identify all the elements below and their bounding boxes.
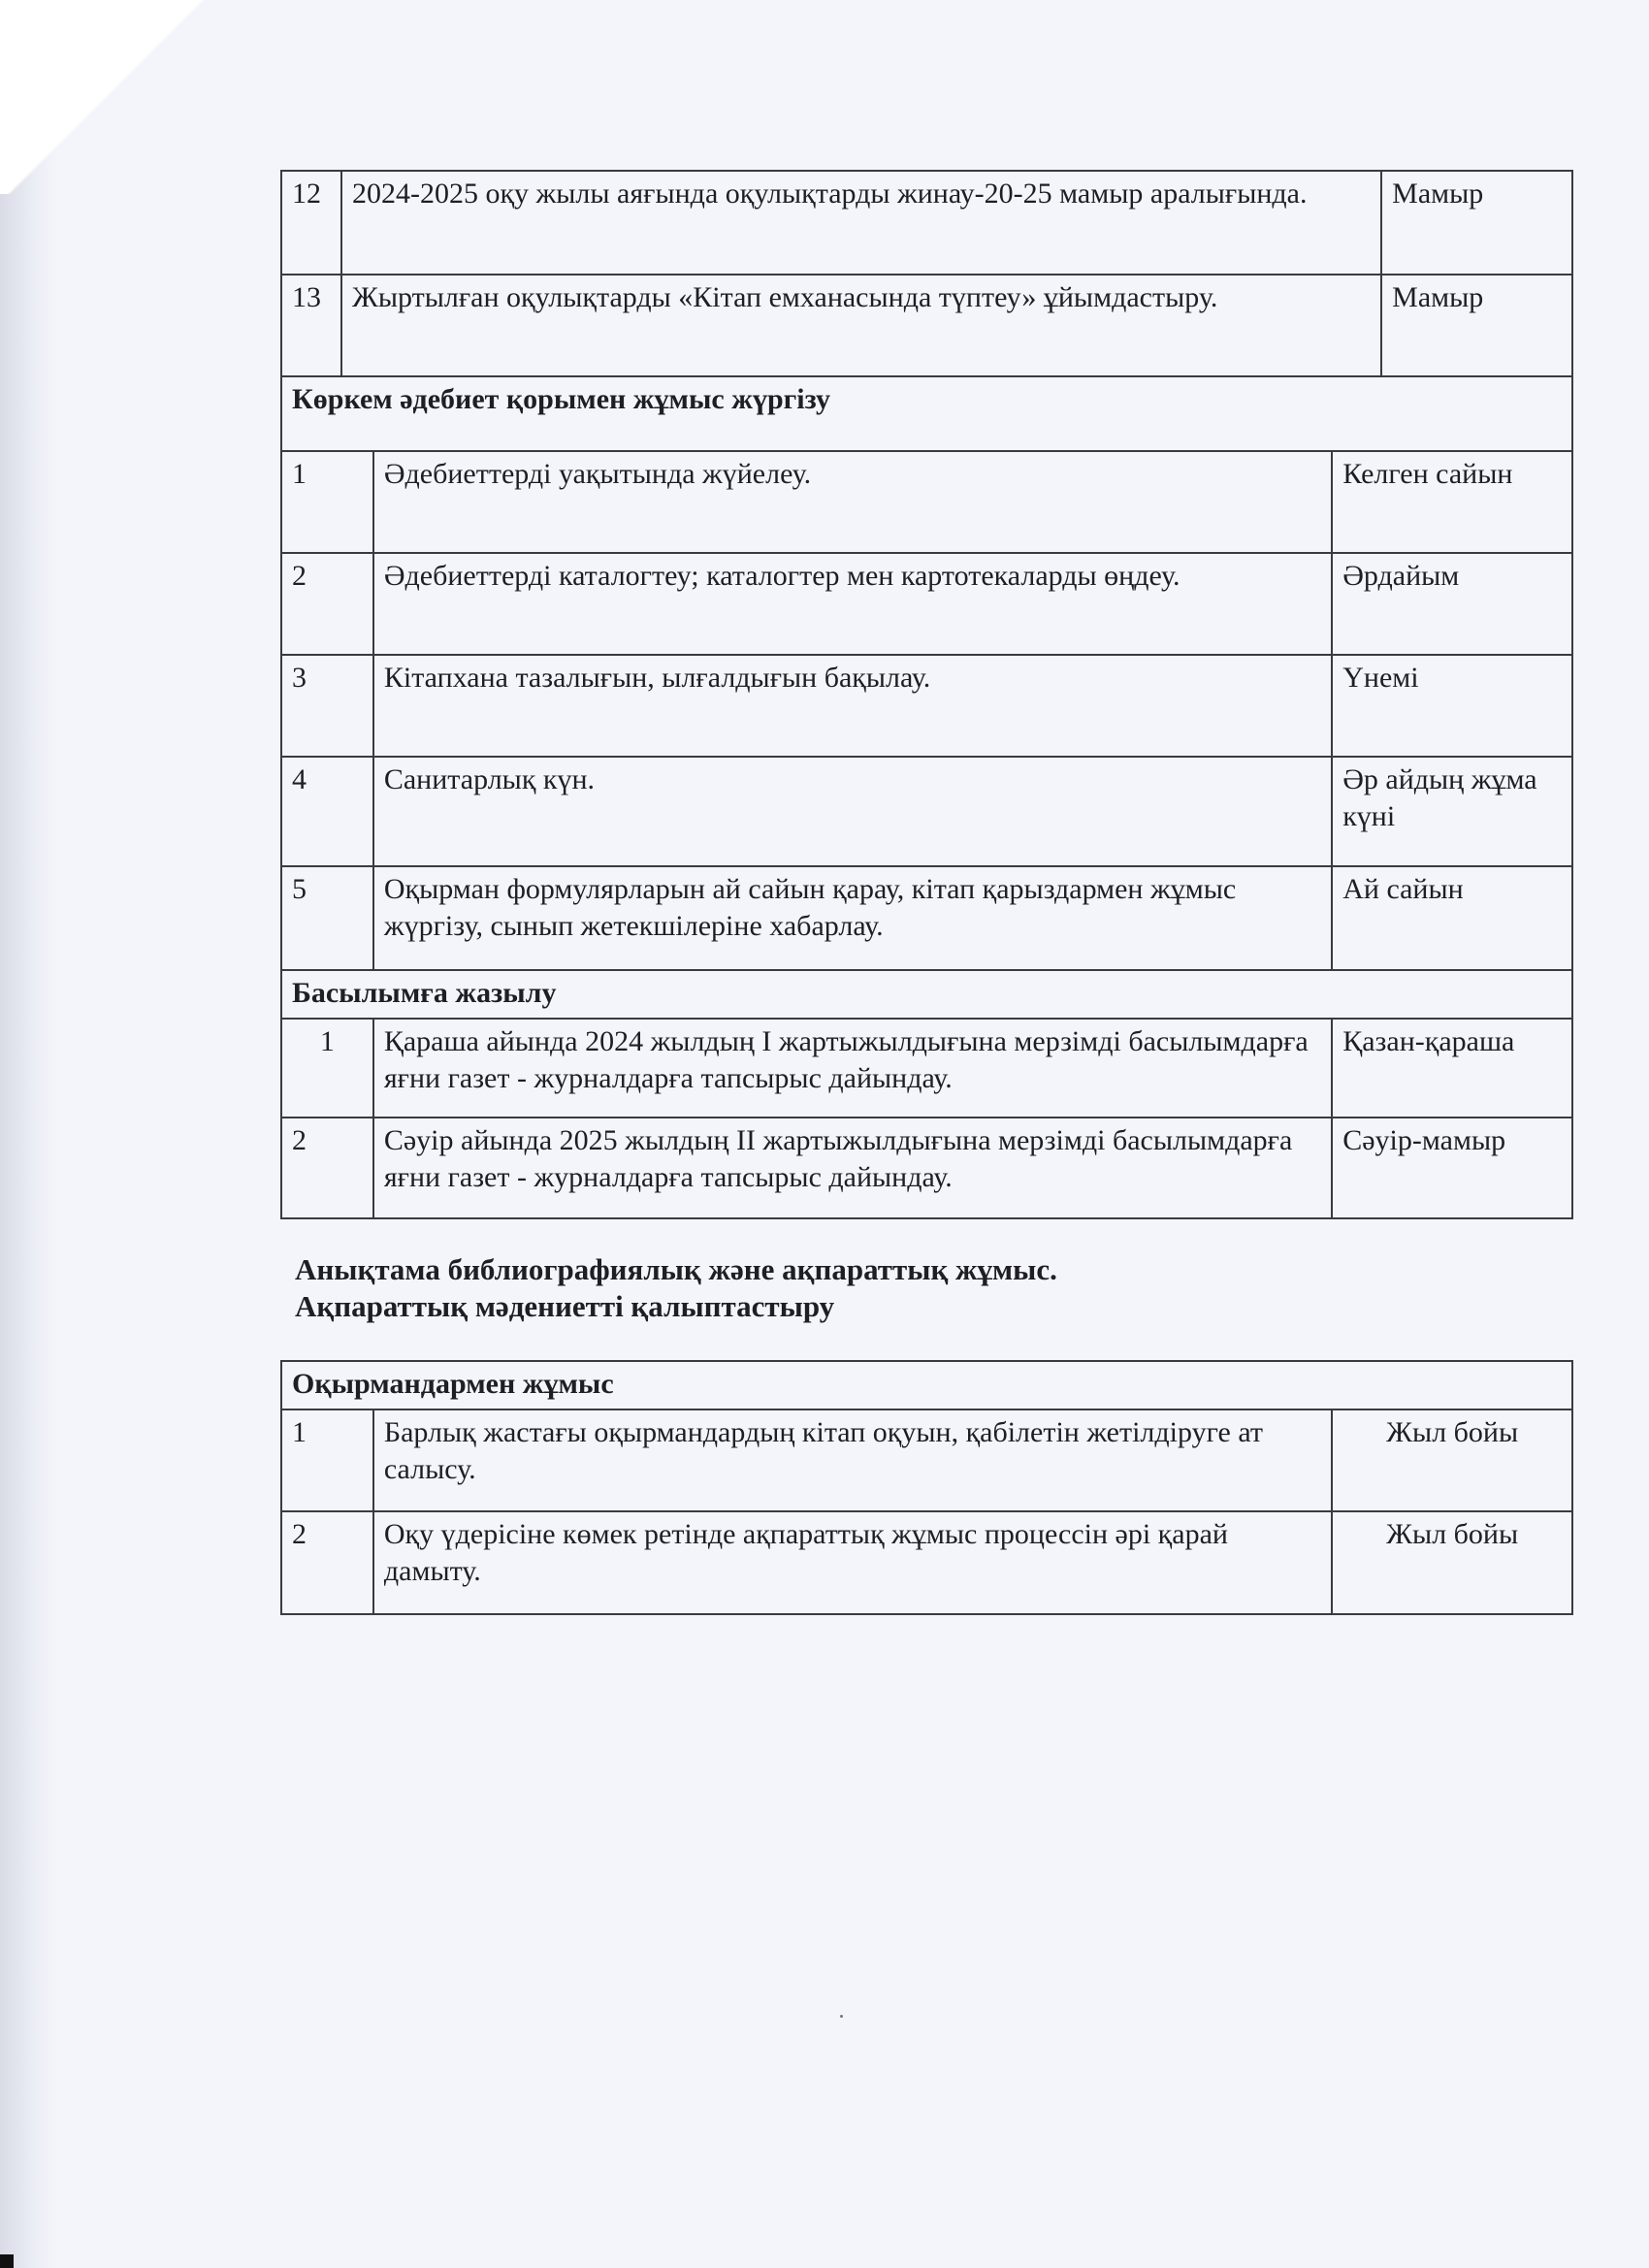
row-when: Сәуір-мамыр	[1332, 1118, 1572, 1218]
table-row	[281, 866, 1572, 970]
row-text: Барлық жастағы оқырмандардың кітап оқуын, қабілетін жетілдіруге ат салысу.	[373, 1409, 1332, 1511]
table-textbooks	[280, 170, 1573, 377]
row-number: 2	[281, 553, 373, 655]
heading-info-culture: Ақпараттық мәдениетті қалыптастыру	[295, 1289, 835, 1323]
section-title: Басылымға жазылу	[281, 970, 1572, 1019]
table-readers	[280, 1360, 1573, 1615]
row-when: Әрдайым	[1332, 553, 1572, 655]
row-number: 1	[281, 1409, 373, 1511]
table-row	[281, 1511, 1572, 1614]
row-number: 2	[281, 1118, 373, 1218]
row-text: Сәуір айында 2025 жылдың ІІ жартыжылдығына мерзімді басылымдарға яғни газет - журналдарға тапсырыс дайындау.	[373, 1118, 1332, 1218]
scan-edge	[0, 2254, 14, 2268]
row-when: Жыл бойы	[1332, 1409, 1572, 1511]
row-number: 4	[281, 757, 373, 866]
row-text: Әдебиеттерді уақытында жүйелеу.	[373, 451, 1332, 553]
row-when: Қазан-қараша	[1332, 1019, 1572, 1118]
row-when: Әр айдың жұма күні	[1332, 757, 1572, 866]
table-row	[281, 553, 1572, 655]
dust-speck	[840, 2015, 843, 2018]
table-row	[281, 655, 1572, 757]
row-number: 5	[281, 866, 373, 970]
section-row	[281, 376, 1572, 451]
table-row	[281, 1019, 1572, 1118]
row-text: Жыртылған оқулықтарды «Кітап емханасында түптеу» ұйымдастыру.	[341, 275, 1381, 376]
heading-bibliographic: Анықтама библиографиялық және ақпараттық жұмыс.	[295, 1252, 1057, 1286]
row-number: 2	[281, 1511, 373, 1614]
row-when: Мамыр	[1381, 275, 1572, 376]
section-title: Оқырмандармен жұмыс	[281, 1361, 1572, 1409]
row-text: Әдебиеттерді каталогтеу; каталогтер мен картотекаларды өңдеу.	[373, 553, 1332, 655]
row-text: Қараша айында 2024 жылдың І жартыжылдығына мерзімді басылымдарға яғни газет - журналдарға тапсырыс дайындау.	[373, 1019, 1332, 1118]
table-row	[281, 1409, 1572, 1511]
row-when: Үнемі	[1332, 655, 1572, 757]
row-text: Оқу үдерісіне көмек ретінде ақпараттық жұмыс процессін әрі қарай дамыту.	[373, 1511, 1332, 1614]
table-row	[281, 757, 1572, 866]
section-title: Көркем әдебиет қорымен жұмыс жүргізу	[281, 376, 1572, 451]
table-row	[281, 451, 1572, 553]
table-row	[281, 171, 1572, 275]
section-row	[281, 970, 1572, 1019]
row-text: Оқырман формулярларын ай сайын қарау, кітап қарыздармен жұмыс жүргізу, сынып жетекшілеріне хабарлау.	[373, 866, 1332, 970]
section-row	[281, 1361, 1572, 1409]
scan-shadow	[0, 0, 58, 2268]
row-text: 2024-2025 оқу жылы аяғында оқулықтарды жинау-20-25 мамыр аралығында.	[341, 171, 1381, 275]
table-row	[281, 275, 1572, 376]
row-when: Келген сайын	[1332, 451, 1572, 553]
row-number: 1	[281, 1019, 373, 1118]
row-number: 3	[281, 655, 373, 757]
row-number: 1	[281, 451, 373, 553]
page-corner	[0, 0, 252, 194]
row-number: 12	[281, 171, 341, 275]
row-text: Санитарлық күн.	[373, 757, 1332, 866]
row-when: Мамыр	[1381, 171, 1572, 275]
table-fiction-fund	[280, 375, 1573, 1219]
row-when: Жыл бойы	[1332, 1511, 1572, 1614]
row-text: Кітапхана тазалығын, ылғалдығын бақылау.	[373, 655, 1332, 757]
row-number: 13	[281, 275, 341, 376]
table-row	[281, 1118, 1572, 1218]
row-when: Ай сайын	[1332, 866, 1572, 970]
